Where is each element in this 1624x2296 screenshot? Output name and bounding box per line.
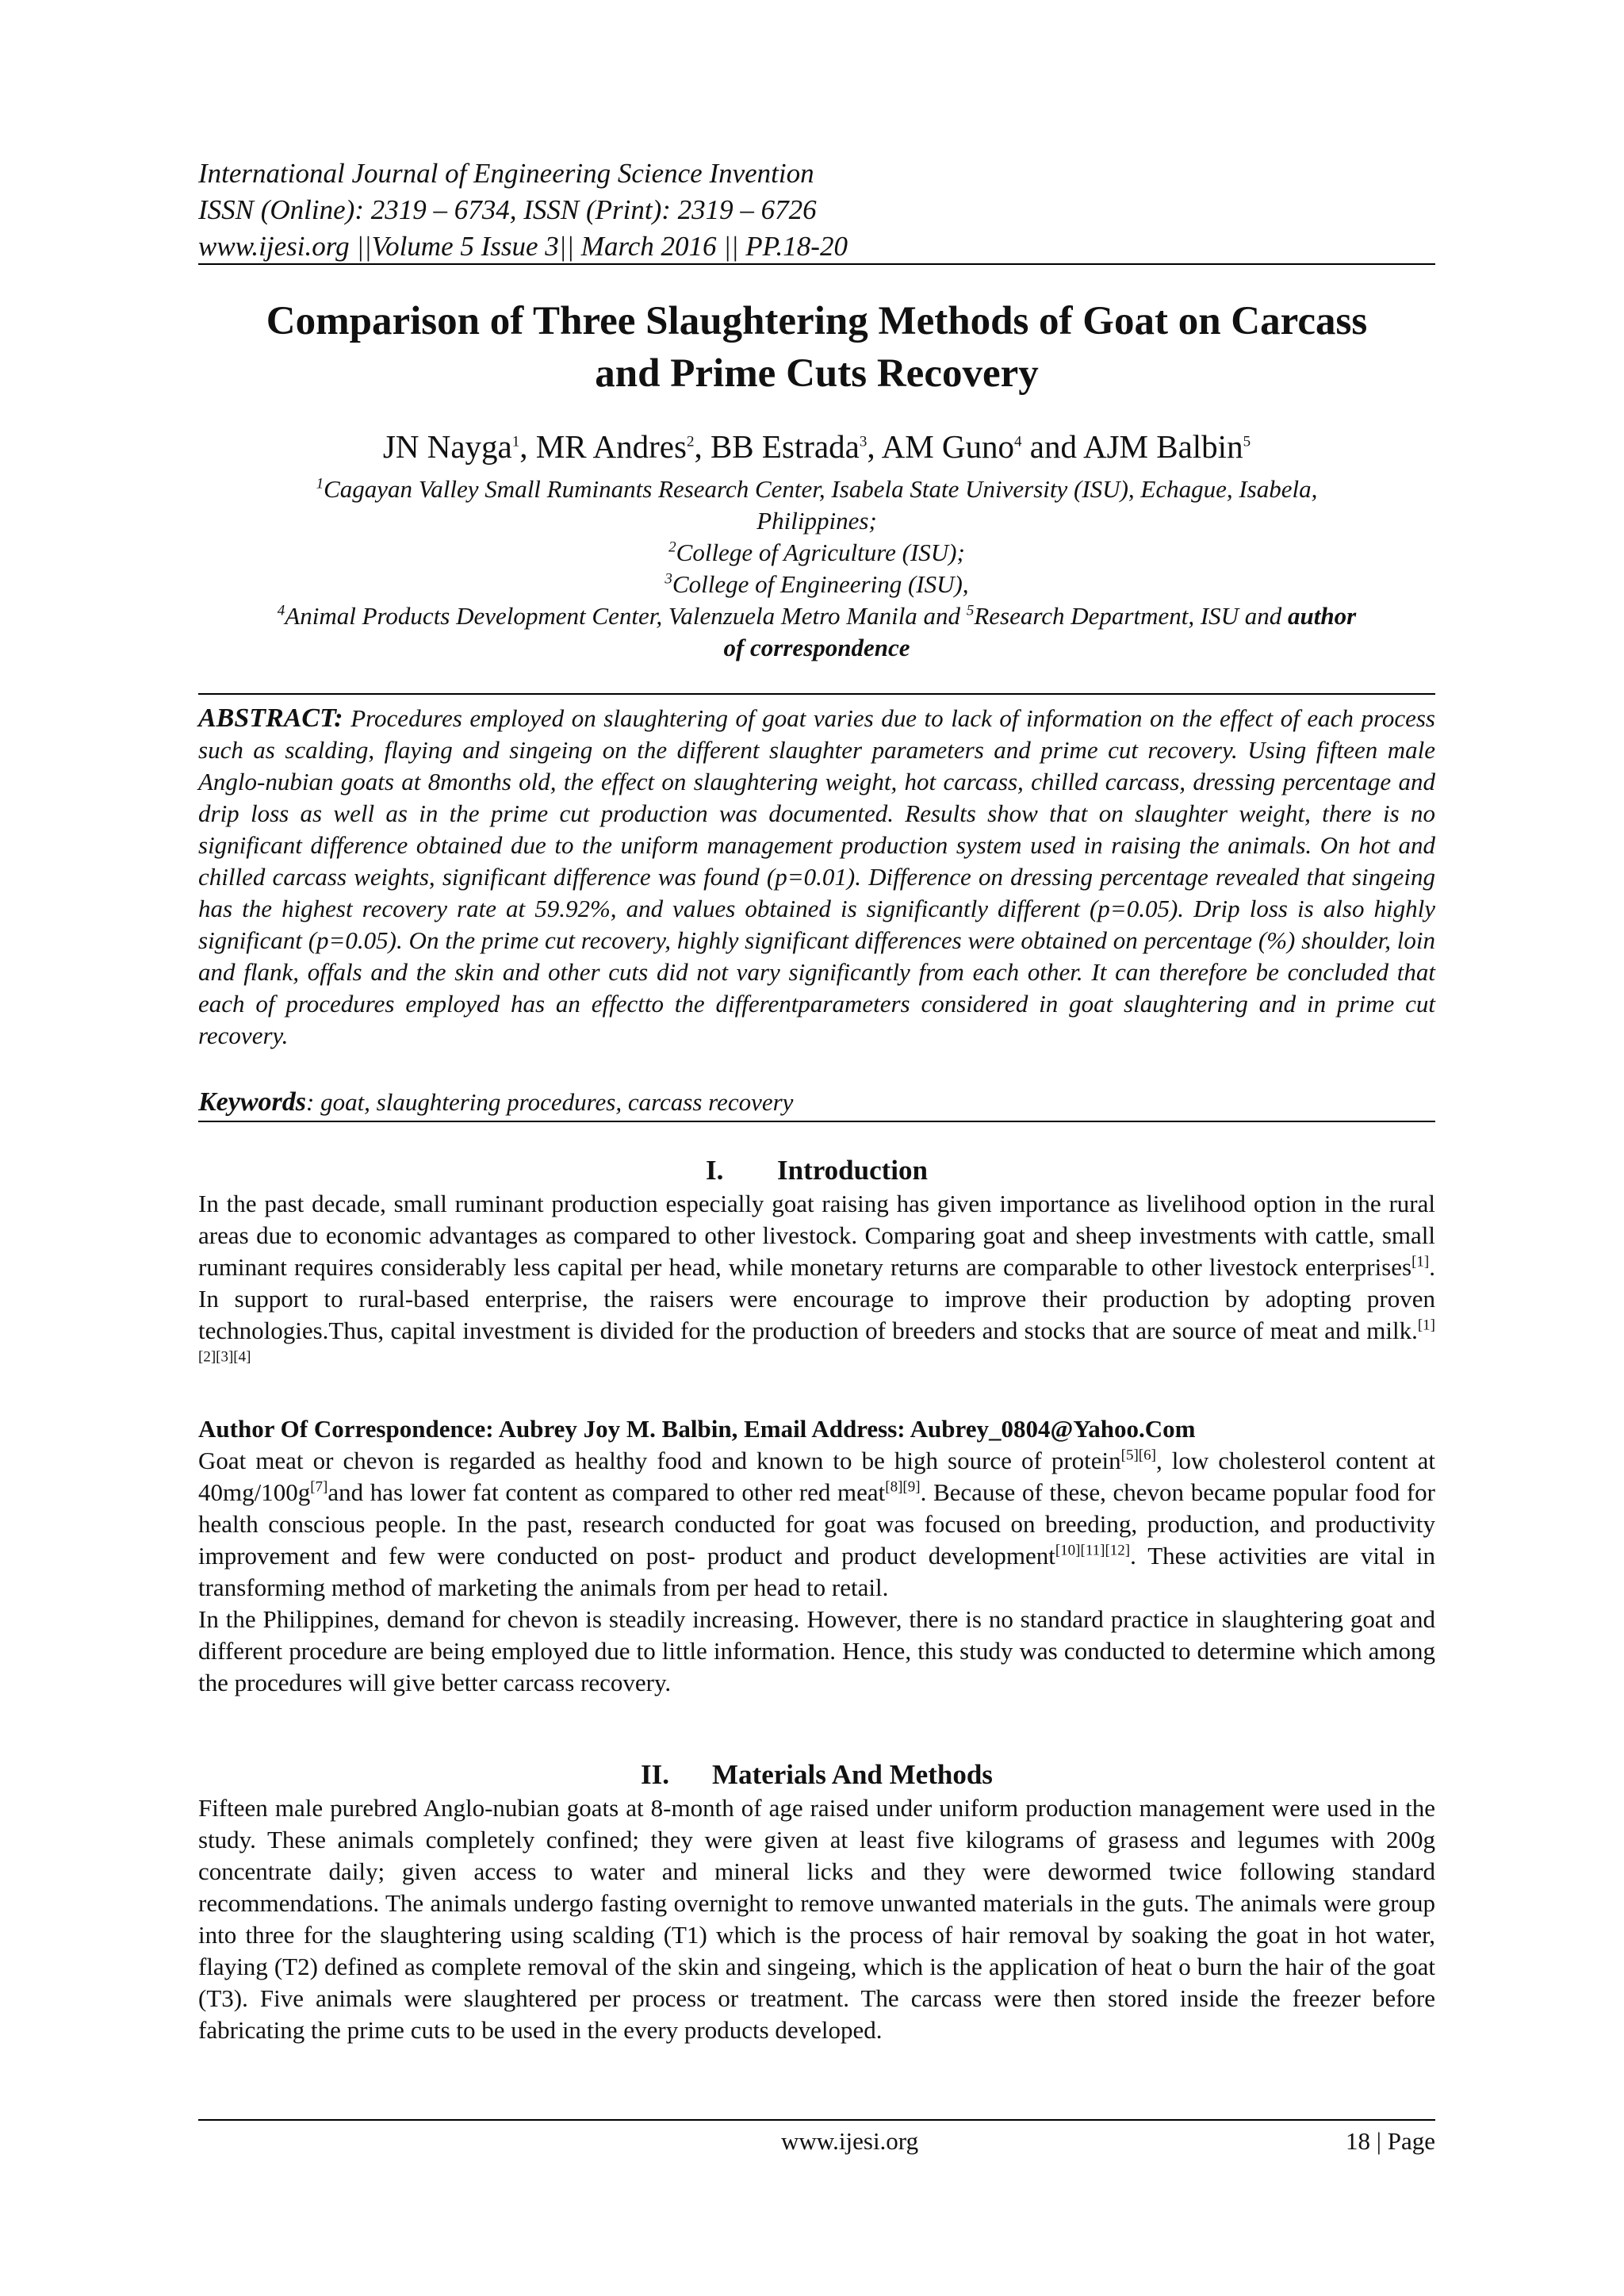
paper-title: Comparison of Three Slaughtering Methods of Goat on Carcass and Prime Cuts Recovery [266,299,1368,396]
author-name: JN Nayga [382,428,512,465]
keywords-block [198,1087,1435,1118]
section-heading-materials-methods: II. Materials And Methods [641,1759,993,1790]
author-list: JN Nayga$^1$, MR Andres$^2$, BB Estrada$^3$, AM Guno$^4$ and AJM Balbin$^5$ [382,428,1251,465]
footer-page-number: 18 | Page [1346,2127,1435,2155]
journal-header [198,155,848,265]
affiliation-correspondence: of correspondence [723,634,910,661]
abstract-text: Procedures employed on slaughtering of goat varies due to lack of information on the effect of each process such as scalding, flaying and singeing on the different slaughter parameters and prime cut recovery. Using fifteen male Anglo-nubian goats at 8months old, the effect on slaughtering weight, hot carcass, chilled carcass, dressing percentage and drip loss as well as in the prime cut production was documented. Results show that on slaughter weight, there is no significant difference obtained due to the uniform management production system used in raising the animals. On hot and chilled carcass weights, significant difference was found (p=0.01). Difference on dressing percentage revealed that singeing has the highest recovery rate at 59.92%, and values obtained is significantly different (p=0.05). Drip loss is also highly significant (p=0.05). On the prime cut recovery, highly significant differences were obtained on percentage (%) shoulder, loin and flank, offals and the skin and other cuts did not vary significantly from each other. It can therefore be concluded that each of procedures employed has an effectto the differentparameters considered in goat slaughtering and in prime cut recovery. [198,704,1435,1049]
keywords-text: : goat, slaughtering procedures, carcass recovery [306,1088,794,1116]
author-name: BB Estrada [710,428,860,465]
footer-site: www.ijesi.org [781,2127,919,2155]
affiliation-1-cont: Philippines; [756,507,877,535]
abstract-top-rule [198,693,1435,695]
abstract-bottom-rule [198,1121,1435,1122]
journal-issn: ISSN (Online): 2319 – 6734, ISSN (Print): 2319 – 6726 [198,194,817,225]
journal-name: International Journal of Engineering Science Invention [198,158,814,189]
affiliations [198,473,1435,664]
author-name: AJM Balbin [1082,428,1243,465]
keywords-label: Keywords [198,1087,306,1117]
introduction-paragraph-2: Goat meat or chevon is regarded as healthy food and known to be high source of protein[5][6], low cholesterol content at 40mg/100g[7]and has lower fat content as compared to other red meat[8][9]. Because of these, chevon became popular food for health conscious people. In the past, research conducted for goat was focused on breeding, production, and productivity improvement and few were conducted on post- product and product development[10][11][12]. These activities are vital in transforming method of marketing the animals from per head to retail. In the Philippines, demand for chevon is steadily increasing. However, there is no standard practice in slaughtering goat and different procedure are being employed due to little information. Hence, this study was conducted to determine which among the procedures will give better carcass recovery. [198,1445,1435,1699]
methods-paragraph-1: Fifteen male purebred Anglo-nubian goats at 8-month of age raised under uniform production management were used in the study. These animals completely confined; they were given at least five kilograms of grasess and legumes with 200g concentrate daily; given access to water and mineral licks and they were dewormed twice following standard recommendations. The animals undergo fasting overnight to remove unwanted materials in the guts. The animals were group into three for the slaughtering using scalding (T1) which is the process of hair removal by soaking the goat in hot water, flaying (T2) defined as complete removal of the skin and singeing, which is the application of heat o burn the hair of the goat (T3). Five animals were slaughtered per process or treatment. The carcass were then stored inside the freezer before fabricating the prime cuts to be used in the every products developed. [198,1794,1435,2044]
introduction-paragraph-3: In the Philippines, demand for chevon is steadily increasing. However, there is no standard practice in slaughtering goat and different procedure are being employed due to little information. Hence, this study was conducted to determine which among the procedures will give better carcass recovery. [198,1605,1435,1696]
journal-volume: www.ijesi.org ||Volume 5 Issue 3|| March 2016 || PP.18-20 [198,231,848,262]
affiliation-2: $^2$College of Agriculture (ISU); [668,539,965,566]
abstract-block [198,703,1435,1052]
affiliation-4-5: $^4$Animal Products Development Center, Valenzuela Metro Manila and $^5$Research Department, ISU and author [277,602,1357,630]
author-name: MR Andres [535,428,687,465]
introduction-paragraph-1: In the past decade, small ruminant production especially goat raising has given importance as livelihood option in the rural areas due to economic advantages as compared to other livestock. Comparing goat and sheep investments with cattle, small ruminant requires considerably less capital per head, while monetary returns are comparable to other livestock enterprises[1]. In support to rural-based enterprise, the raisers were encourage to improve their production by adopting proven technologies.Thus, capital investment is divided for the production of breeders and stocks that are source of meat and milk.[1][2][3][4] [198,1190,1435,1366]
affiliation-1: $^1$Cagayan Valley Small Ruminants Research Center, Isabela State University (ISU), Echague, Isabela, [316,475,1318,503]
correspondence-line: Author Of Correspondence: Aubrey Joy M. Balbin, Email Address: Aubrey_0804@Yahoo.Com [198,1415,1196,1443]
footer-rule [198,2119,1435,2121]
section-heading-introduction: I. Introduction [706,1155,928,1186]
paper-page [198,0,1435,2296]
affiliation-3: $^3$College of Engineering (ISU), [665,570,969,598]
header-rule [198,263,1435,265]
author-name: AM Guno [881,428,1015,465]
abstract-label: ABSTRACT: [198,703,343,733]
